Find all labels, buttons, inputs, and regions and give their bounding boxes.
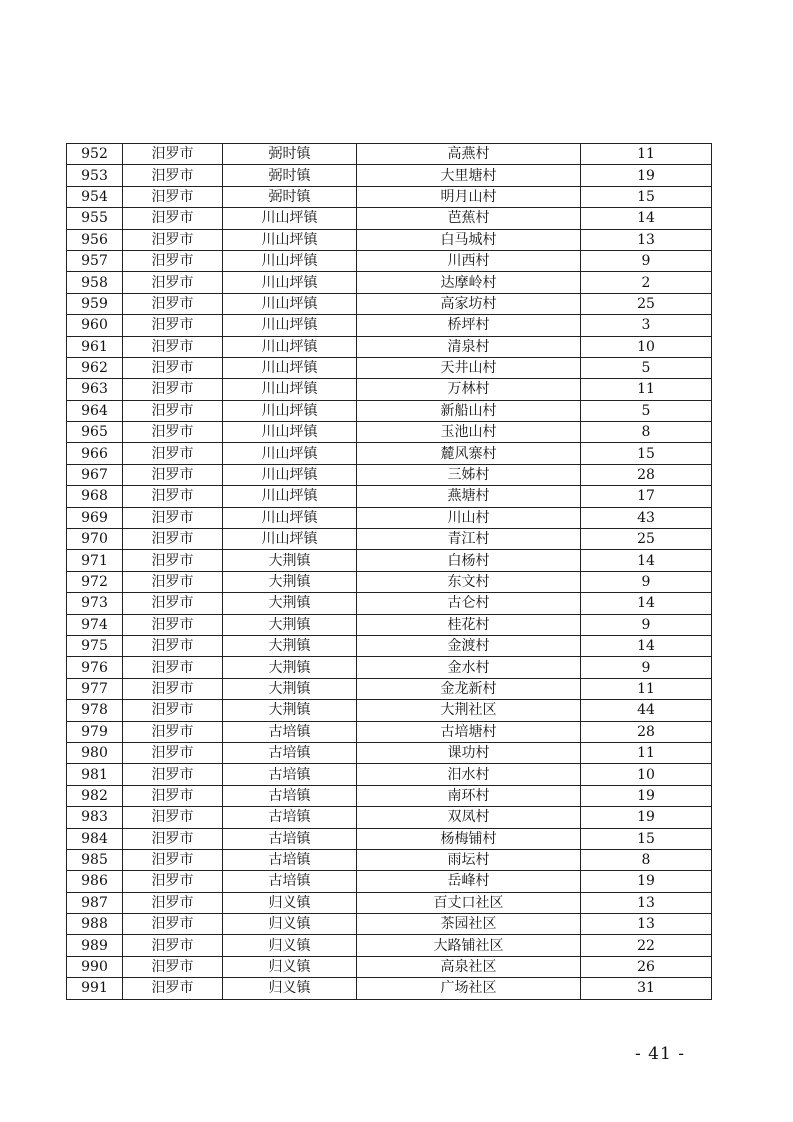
row-index-cell: 969 <box>67 507 123 528</box>
village-cell: 课功村 <box>357 742 581 763</box>
village-cell: 川西村 <box>357 250 581 271</box>
town-cell: 川山坪镇 <box>223 229 357 250</box>
table-row <box>67 400 712 421</box>
row-index-cell: 973 <box>67 593 123 614</box>
town-cell: 川山坪镇 <box>223 272 357 293</box>
town-cell: 川山坪镇 <box>223 443 357 464</box>
row-index-cell: 984 <box>67 828 123 849</box>
village-cell: 金龙新村 <box>357 678 581 699</box>
count-cell: 14 <box>581 550 712 571</box>
count-cell: 14 <box>581 593 712 614</box>
count-cell: 9 <box>581 250 712 271</box>
count-cell: 44 <box>581 700 712 721</box>
village-cell: 茶园社区 <box>357 914 581 935</box>
village-cell: 古仑村 <box>357 593 581 614</box>
table-row <box>67 379 712 400</box>
table-row <box>67 529 712 550</box>
count-cell: 9 <box>581 571 712 592</box>
village-cell: 汨水村 <box>357 764 581 785</box>
city-cell: 汨罗市 <box>123 165 223 186</box>
table-row <box>67 571 712 592</box>
village-cell: 金渡村 <box>357 635 581 656</box>
table-row <box>67 336 712 357</box>
town-cell: 大荆镇 <box>223 657 357 678</box>
table-row <box>67 785 712 806</box>
count-cell: 25 <box>581 293 712 314</box>
village-cell: 金水村 <box>357 657 581 678</box>
town-cell: 川山坪镇 <box>223 379 357 400</box>
row-index-cell: 968 <box>67 486 123 507</box>
town-cell: 古培镇 <box>223 742 357 763</box>
count-cell: 25 <box>581 529 712 550</box>
city-cell: 汨罗市 <box>123 657 223 678</box>
city-cell: 汨罗市 <box>123 785 223 806</box>
city-cell: 汨罗市 <box>123 507 223 528</box>
table-row <box>67 956 712 977</box>
table-row <box>67 165 712 186</box>
table-row <box>67 593 712 614</box>
table-row <box>67 315 712 336</box>
village-cell: 新船山村 <box>357 400 581 421</box>
count-cell: 11 <box>581 379 712 400</box>
page-number: - 41 - <box>635 1044 685 1064</box>
row-index-cell: 975 <box>67 635 123 656</box>
city-cell: 汨罗市 <box>123 293 223 314</box>
count-cell: 8 <box>581 422 712 443</box>
village-cell: 达摩岭村 <box>357 272 581 293</box>
town-cell: 归义镇 <box>223 892 357 913</box>
village-cell: 桂花村 <box>357 614 581 635</box>
village-cell: 雨坛村 <box>357 849 581 870</box>
count-cell: 14 <box>581 208 712 229</box>
count-cell: 9 <box>581 614 712 635</box>
village-cell: 大路铺社区 <box>357 935 581 956</box>
count-cell: 13 <box>581 892 712 913</box>
town-cell: 川山坪镇 <box>223 529 357 550</box>
city-cell: 汨罗市 <box>123 250 223 271</box>
village-cell: 青江村 <box>357 529 581 550</box>
table-row <box>67 764 712 785</box>
town-cell: 弼时镇 <box>223 165 357 186</box>
village-cell: 大里塘村 <box>357 165 581 186</box>
count-cell: 13 <box>581 229 712 250</box>
village-cell: 东文村 <box>357 571 581 592</box>
village-cell: 三姊村 <box>357 464 581 485</box>
town-cell: 川山坪镇 <box>223 250 357 271</box>
row-index-cell: 966 <box>67 443 123 464</box>
town-cell: 川山坪镇 <box>223 315 357 336</box>
city-cell: 汨罗市 <box>123 914 223 935</box>
row-index-cell: 962 <box>67 357 123 378</box>
town-cell: 古培镇 <box>223 807 357 828</box>
row-index-cell: 972 <box>67 571 123 592</box>
row-index-cell: 991 <box>67 978 123 999</box>
village-cell: 岳峰村 <box>357 871 581 892</box>
count-cell: 19 <box>581 807 712 828</box>
row-index-cell: 952 <box>67 144 123 165</box>
table-row <box>67 464 712 485</box>
city-cell: 汨罗市 <box>123 443 223 464</box>
row-index-cell: 987 <box>67 892 123 913</box>
row-index-cell: 958 <box>67 272 123 293</box>
town-cell: 大荆镇 <box>223 614 357 635</box>
village-cell: 杨梅铺村 <box>357 828 581 849</box>
row-index-cell: 974 <box>67 614 123 635</box>
count-cell: 8 <box>581 849 712 870</box>
village-cell: 白杨村 <box>357 550 581 571</box>
row-index-cell: 988 <box>67 914 123 935</box>
count-cell: 11 <box>581 144 712 165</box>
count-cell: 10 <box>581 764 712 785</box>
city-cell: 汨罗市 <box>123 678 223 699</box>
village-cell: 古培塘村 <box>357 721 581 742</box>
row-index-cell: 964 <box>67 400 123 421</box>
town-cell: 川山坪镇 <box>223 422 357 443</box>
row-index-cell: 959 <box>67 293 123 314</box>
table-row <box>67 849 712 870</box>
city-cell: 汨罗市 <box>123 935 223 956</box>
count-cell: 15 <box>581 186 712 207</box>
count-cell: 17 <box>581 486 712 507</box>
city-cell: 汨罗市 <box>123 956 223 977</box>
row-index-cell: 956 <box>67 229 123 250</box>
table-row <box>67 443 712 464</box>
town-cell: 川山坪镇 <box>223 208 357 229</box>
table-row <box>67 186 712 207</box>
count-cell: 28 <box>581 464 712 485</box>
village-cell: 桥坪村 <box>357 315 581 336</box>
count-cell: 10 <box>581 336 712 357</box>
city-cell: 汨罗市 <box>123 635 223 656</box>
row-index-cell: 983 <box>67 807 123 828</box>
town-cell: 归义镇 <box>223 935 357 956</box>
village-cell: 明月山村 <box>357 186 581 207</box>
count-cell: 11 <box>581 678 712 699</box>
city-cell: 汨罗市 <box>123 144 223 165</box>
city-cell: 汨罗市 <box>123 742 223 763</box>
table-row <box>67 507 712 528</box>
row-index-cell: 979 <box>67 721 123 742</box>
village-cell: 南环村 <box>357 785 581 806</box>
city-cell: 汨罗市 <box>123 593 223 614</box>
table-row <box>67 250 712 271</box>
city-cell: 汨罗市 <box>123 807 223 828</box>
row-index-cell: 953 <box>67 165 123 186</box>
city-cell: 汨罗市 <box>123 486 223 507</box>
town-cell: 古培镇 <box>223 871 357 892</box>
table-row <box>67 700 712 721</box>
town-cell: 大荆镇 <box>223 550 357 571</box>
table-row <box>67 828 712 849</box>
row-index-cell: 980 <box>67 742 123 763</box>
city-cell: 汨罗市 <box>123 978 223 999</box>
city-cell: 汨罗市 <box>123 186 223 207</box>
city-cell: 汨罗市 <box>123 764 223 785</box>
village-cell: 玉池山村 <box>357 422 581 443</box>
count-cell: 31 <box>581 978 712 999</box>
table-row <box>67 550 712 571</box>
row-index-cell: 976 <box>67 657 123 678</box>
count-cell: 14 <box>581 635 712 656</box>
city-cell: 汨罗市 <box>123 464 223 485</box>
town-cell: 古培镇 <box>223 764 357 785</box>
village-cell: 天井山村 <box>357 357 581 378</box>
data-table <box>66 143 712 1000</box>
village-cell: 麓风寨村 <box>357 443 581 464</box>
count-cell: 5 <box>581 357 712 378</box>
town-cell: 古培镇 <box>223 828 357 849</box>
row-index-cell: 963 <box>67 379 123 400</box>
town-cell: 大荆镇 <box>223 635 357 656</box>
city-cell: 汨罗市 <box>123 550 223 571</box>
village-cell: 广场社区 <box>357 978 581 999</box>
village-cell: 清泉村 <box>357 336 581 357</box>
table-body <box>67 144 712 1000</box>
row-index-cell: 982 <box>67 785 123 806</box>
table-row <box>67 657 712 678</box>
village-cell: 高泉社区 <box>357 956 581 977</box>
row-index-cell: 961 <box>67 336 123 357</box>
table-row <box>67 807 712 828</box>
town-cell: 古培镇 <box>223 721 357 742</box>
row-index-cell: 955 <box>67 208 123 229</box>
village-cell: 双凤村 <box>357 807 581 828</box>
count-cell: 28 <box>581 721 712 742</box>
count-cell: 3 <box>581 315 712 336</box>
row-index-cell: 957 <box>67 250 123 271</box>
village-cell: 大荆社区 <box>357 700 581 721</box>
row-index-cell: 977 <box>67 678 123 699</box>
count-cell: 9 <box>581 657 712 678</box>
count-cell: 11 <box>581 742 712 763</box>
row-index-cell: 970 <box>67 529 123 550</box>
table-row <box>67 978 712 999</box>
table-row <box>67 721 712 742</box>
village-cell: 高家坊村 <box>357 293 581 314</box>
city-cell: 汨罗市 <box>123 208 223 229</box>
table-row <box>67 935 712 956</box>
row-index-cell: 989 <box>67 935 123 956</box>
table-row <box>67 357 712 378</box>
row-index-cell: 985 <box>67 849 123 870</box>
table-row <box>67 486 712 507</box>
village-cell: 白马城村 <box>357 229 581 250</box>
town-cell: 弼时镇 <box>223 144 357 165</box>
village-cell: 川山村 <box>357 507 581 528</box>
village-cell: 百丈口社区 <box>357 892 581 913</box>
city-cell: 汨罗市 <box>123 336 223 357</box>
town-cell: 大荆镇 <box>223 678 357 699</box>
table-row <box>67 208 712 229</box>
city-cell: 汨罗市 <box>123 272 223 293</box>
city-cell: 汨罗市 <box>123 828 223 849</box>
village-cell: 芭蕉村 <box>357 208 581 229</box>
table-row <box>67 144 712 165</box>
count-cell: 43 <box>581 507 712 528</box>
row-index-cell: 960 <box>67 315 123 336</box>
count-cell: 5 <box>581 400 712 421</box>
count-cell: 22 <box>581 935 712 956</box>
town-cell: 川山坪镇 <box>223 357 357 378</box>
city-cell: 汨罗市 <box>123 571 223 592</box>
city-cell: 汨罗市 <box>123 357 223 378</box>
village-cell: 高燕村 <box>357 144 581 165</box>
row-index-cell: 981 <box>67 764 123 785</box>
town-cell: 归义镇 <box>223 914 357 935</box>
city-cell: 汨罗市 <box>123 379 223 400</box>
table-row <box>67 635 712 656</box>
town-cell: 川山坪镇 <box>223 486 357 507</box>
row-index-cell: 971 <box>67 550 123 571</box>
town-cell: 川山坪镇 <box>223 507 357 528</box>
city-cell: 汨罗市 <box>123 614 223 635</box>
city-cell: 汨罗市 <box>123 849 223 870</box>
city-cell: 汨罗市 <box>123 892 223 913</box>
city-cell: 汨罗市 <box>123 529 223 550</box>
town-cell: 大荆镇 <box>223 700 357 721</box>
city-cell: 汨罗市 <box>123 315 223 336</box>
town-cell: 归义镇 <box>223 978 357 999</box>
table-row <box>67 871 712 892</box>
count-cell: 15 <box>581 828 712 849</box>
city-cell: 汨罗市 <box>123 229 223 250</box>
count-cell: 26 <box>581 956 712 977</box>
row-index-cell: 965 <box>67 422 123 443</box>
row-index-cell: 967 <box>67 464 123 485</box>
city-cell: 汨罗市 <box>123 422 223 443</box>
town-cell: 川山坪镇 <box>223 293 357 314</box>
city-cell: 汨罗市 <box>123 721 223 742</box>
town-cell: 归义镇 <box>223 956 357 977</box>
row-index-cell: 954 <box>67 186 123 207</box>
table-row <box>67 229 712 250</box>
town-cell: 川山坪镇 <box>223 336 357 357</box>
table-row <box>67 678 712 699</box>
table-row <box>67 914 712 935</box>
town-cell: 大荆镇 <box>223 571 357 592</box>
town-cell: 弼时镇 <box>223 186 357 207</box>
village-cell: 燕塘村 <box>357 486 581 507</box>
row-index-cell: 986 <box>67 871 123 892</box>
row-index-cell: 990 <box>67 956 123 977</box>
table-row <box>67 742 712 763</box>
table-row <box>67 614 712 635</box>
count-cell: 15 <box>581 443 712 464</box>
town-cell: 川山坪镇 <box>223 464 357 485</box>
row-index-cell: 978 <box>67 700 123 721</box>
city-cell: 汨罗市 <box>123 871 223 892</box>
count-cell: 19 <box>581 165 712 186</box>
table-row <box>67 272 712 293</box>
city-cell: 汨罗市 <box>123 400 223 421</box>
count-cell: 19 <box>581 871 712 892</box>
count-cell: 19 <box>581 785 712 806</box>
town-cell: 古培镇 <box>223 785 357 806</box>
town-cell: 古培镇 <box>223 849 357 870</box>
table-row <box>67 422 712 443</box>
town-cell: 川山坪镇 <box>223 400 357 421</box>
city-cell: 汨罗市 <box>123 700 223 721</box>
count-cell: 13 <box>581 914 712 935</box>
table-row <box>67 892 712 913</box>
count-cell: 2 <box>581 272 712 293</box>
town-cell: 大荆镇 <box>223 593 357 614</box>
table-row <box>67 293 712 314</box>
village-cell: 万林村 <box>357 379 581 400</box>
